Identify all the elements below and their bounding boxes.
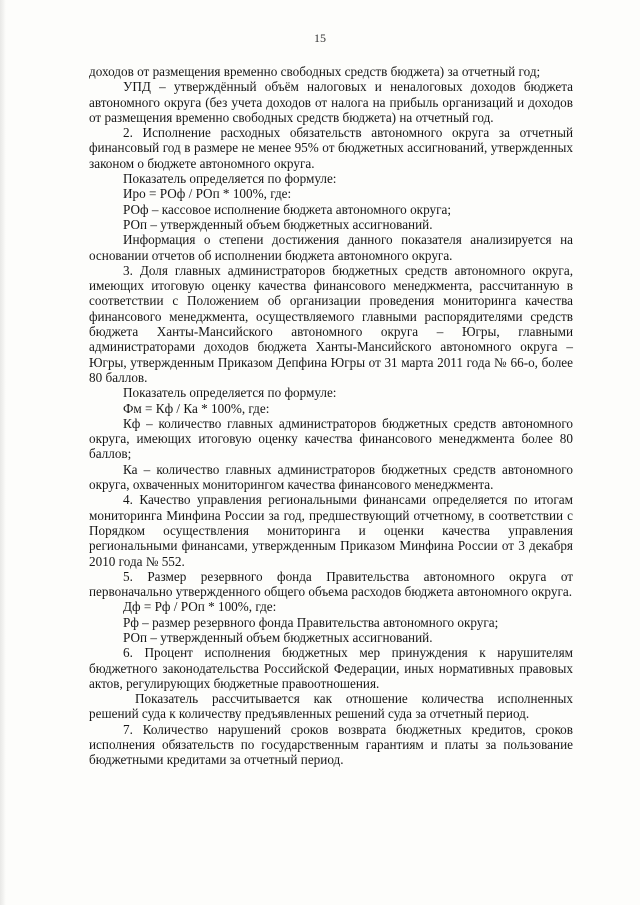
paragraph: 5. Размер резервного фонда Правительства автономного округа от первоначально утвержденного общего объема расходов бюджета автономного округа. bbox=[89, 568, 573, 600]
paragraph: РОф – кассовое исполнение бюджета автономного округа; bbox=[123, 201, 452, 217]
paragraph: 3. Доля главных администраторов бюджетных средств автономного округа, имеющих итоговую оценку качества финансового менеджмента, рассчитанную в соответствии с Положением об организации проведения мониторинга качества финансового менеджмента, осуществляемого главными распорядителями средств бюджета Ханты-Мансийского автономного округа – Югры, главными администраторами доходов бюджета Ханты-Мансийского автономного округа – Югры, утвержденным Приказом Депфина Югры от 31 марта 2011 года № 66-о, более 80 баллов. bbox=[89, 262, 573, 385]
paragraph: Кф – количество главных администраторов бюджетных средств автономного округа, имеющих итоговую оценку качества финансового менеджмента более 80 баллов; bbox=[89, 415, 573, 462]
scan-edge bbox=[0, 0, 6, 905]
formula-line: Иро = РОф / РОп * 100%, где: bbox=[123, 186, 292, 202]
paragraph: УПД – утверждённый объём налоговых и неналоговых доходов бюджета автономного округа (без учета доходов от налога на прибыль организаций и доходов от размещения временно свободных средств бюджета) на отчетный год. bbox=[89, 79, 573, 125]
paragraph: 6. Процент исполнения бюджетных мер принуждения к нарушителям бюджетного законодательства Российской Федерации, иных нормативных правовых актов, регулирующих бюджетные правоотношения. bbox=[89, 645, 573, 691]
paragraph: 2. Исполнение расходных обязательств автономного округа за отчетный финансовый год в размере не менее 95% от бюджетных ассигнований, утвержденных законом о бюджете автономного округа. bbox=[89, 125, 573, 171]
paragraph: доходов от размещения временно свободных средств бюджета) за отчетный год; bbox=[89, 64, 541, 79]
paragraph: 4. Качество управления региональными финансами определяется по итогам мониторинга Минфина России за год, предшествующий отчетному, в соответствии с Порядком осуществления мониторинга и оценки качества управления региональными финансами, утвержденным Приказом Минфина России от 3 декабря 2010 года № 552. bbox=[89, 492, 573, 569]
paragraph: Показатель определяется по формуле: bbox=[123, 171, 337, 187]
paragraph: 7. Количество нарушений сроков возврата бюджетных кредитов, сроков исполнения обязательств по государственным гарантиям и платы за пользование бюджетными кредитами за отчетный период. bbox=[89, 721, 573, 768]
formula-line: Дф = Рф / РОп * 100%, где: bbox=[123, 599, 277, 615]
paragraph: Рф – размер резервного фонда Правительства автономного округа; bbox=[123, 614, 499, 630]
paragraph: Показатель рассчитывается как отношение количества исполненных решений суда к количеству предъявленных решений суда за отчетный период. bbox=[89, 691, 573, 722]
paragraph: Ка – количество главных администраторов бюджетных средств автономного округа, охваченных мониторингом качества финансового менеджмента. bbox=[89, 461, 573, 493]
body-text bbox=[89, 64, 573, 768]
paragraph: Информация о степени достижения данного показателя анализируется на основании отчетов об исполнении бюджета автономного округа. bbox=[89, 232, 573, 263]
paragraph: РОп – утвержденный объем бюджетных ассигнований. bbox=[123, 216, 433, 232]
formula-line: Фм = Кф / Ка * 100%, где: bbox=[123, 400, 270, 416]
page-number: 15 bbox=[314, 31, 326, 45]
paragraph: РОп – утвержденный объем бюджетных ассигнований. bbox=[123, 629, 433, 645]
paragraph: Показатель определяется по формуле: bbox=[123, 385, 337, 401]
